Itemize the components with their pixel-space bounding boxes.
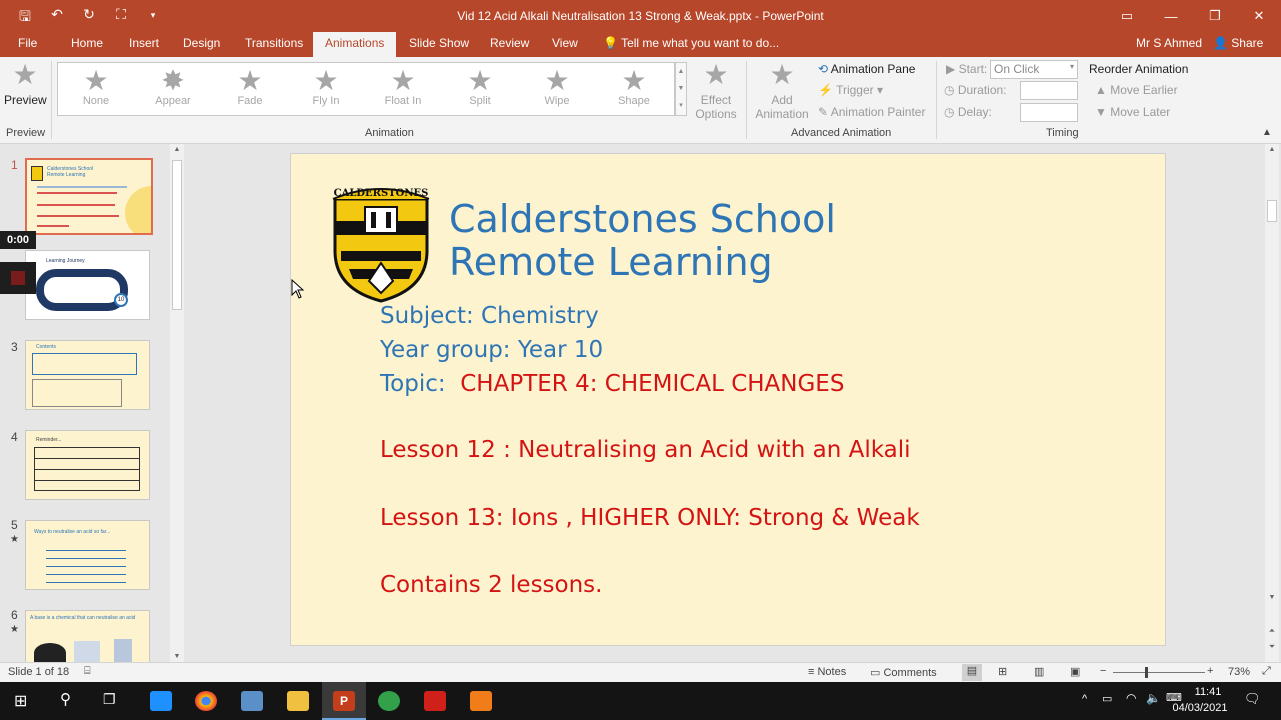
powerpoint-icon: P [333, 691, 355, 711]
thumb-arrows [46, 543, 126, 583]
ribbon-tabs [0, 32, 1281, 57]
year-group-text: Year group: Year 10 [380, 337, 604, 363]
star-icon: ★ [390, 65, 416, 96]
scroll-thumb[interactable] [1267, 200, 1277, 222]
thumb-image [34, 643, 66, 662]
notes-icon: ≡ [808, 666, 815, 678]
effect-options-button[interactable] [693, 61, 739, 121]
zoom-slider[interactable] [1113, 672, 1205, 673]
slide-thumbnail-4[interactable] [25, 430, 150, 500]
tab-home[interactable]: Home [71, 36, 104, 50]
thumb-text-line [37, 186, 127, 188]
tab-insert[interactable]: Insert [129, 36, 160, 50]
thumb-number: 6 [11, 608, 18, 622]
main-scrollbar[interactable] [1265, 144, 1279, 662]
thumb-4-title: Reminder... [36, 437, 62, 443]
zoom-in-button[interactable]: + [1207, 665, 1214, 677]
animation-pane-label: Animation Pane [830, 62, 916, 76]
minimize-button[interactable]: — [1164, 8, 1178, 24]
customize-qat-icon[interactable]: ▾ [150, 10, 156, 20]
animation-fade-label: Fade [237, 95, 263, 107]
animation-painter-button[interactable] [818, 105, 925, 119]
delay-input[interactable] [1020, 103, 1078, 122]
group-label-advanced-animation: Advanced Animation [791, 127, 892, 139]
clock-icon: ◷ [944, 105, 955, 119]
slide-canvas[interactable] [290, 153, 1166, 646]
acrobat-icon[interactable] [424, 691, 446, 711]
thumb-text-line [37, 225, 69, 227]
thumb-5-title: Ways to neutralise an acid so far... [34, 529, 111, 535]
next-slide-icon[interactable]: ⏷ [1268, 642, 1276, 651]
screen-recorder-icon[interactable] [150, 691, 172, 711]
tell-me-box[interactable] [603, 36, 779, 50]
crest-text: CALDERSTONES [333, 188, 429, 199]
journey-step: 10 [114, 293, 128, 307]
slide-title [449, 198, 836, 284]
slide-thumbnail-5[interactable] [25, 520, 150, 590]
animation-pane-icon: ⟲ [818, 62, 829, 76]
tab-view[interactable]: View [552, 36, 578, 50]
animation-star-icon: ★ [10, 624, 19, 635]
ribbon [0, 57, 1281, 144]
thumb-box [32, 353, 137, 375]
powerpoint-taskbar-item[interactable] [322, 682, 366, 720]
contains-text: Contains 2 lessons. [380, 572, 603, 598]
thumb-2-title: Learning Journey [46, 258, 85, 264]
thumb-number: 4 [11, 430, 18, 444]
undo-icon[interactable]: ↶ [51, 6, 63, 22]
clock-icon: ◷ [944, 83, 955, 97]
tell-me-text: Tell me what you want to do... [621, 36, 780, 50]
reorder-animation-label: Reorder Animation [1089, 62, 1189, 76]
mouse-pointer-icon [291, 279, 305, 299]
star-icon: ★ [544, 65, 570, 96]
start-select-value: On Click [994, 62, 1040, 76]
add-animation-label-2: Animation [755, 107, 809, 121]
thumb-1-title: Calderstones School Remote Learning [47, 166, 94, 178]
lesson-13-text: Lesson 13: Ions , HIGHER ONLY: Strong & Weak [380, 505, 920, 531]
duration-label-text: Duration: [957, 83, 1007, 97]
search-icon[interactable]: ⚲ [60, 691, 71, 708]
preview-star-icon: ★ [12, 59, 38, 90]
thumb-number: 3 [11, 340, 18, 354]
gallery-scroll[interactable]: ▲ ▼ ▾ [675, 62, 687, 116]
window-title: Vid 12 Acid Alkali Neutralisation 13 Strong & Weak.pptx - PowerPoint [457, 9, 824, 23]
tab-animations[interactable]: Animations [313, 32, 396, 57]
save-icon[interactable]: 🖫 [19, 8, 31, 24]
zoom-slider-thumb[interactable] [1145, 667, 1148, 678]
normal-view-button[interactable]: ▤ [962, 664, 982, 681]
star-icon: ★ [467, 65, 493, 96]
subject-text: Subject: Chemistry [380, 303, 599, 329]
thumb-text-line [37, 192, 117, 194]
restore-button[interactable]: ❐ [1209, 8, 1221, 23]
slideshow-button[interactable]: ▣ [1070, 666, 1081, 678]
lightbulb-icon: 💡 [603, 36, 618, 50]
previous-slide-icon[interactable]: ⏶ [1268, 626, 1276, 635]
animation-float-in-label: Float In [384, 95, 422, 107]
comments-label: Comments [883, 667, 937, 679]
zoom-level[interactable]: 73% [1228, 666, 1251, 678]
volume-icon[interactable]: 🔈 [1146, 691, 1161, 705]
slide-thumbnail-2[interactable] [25, 250, 150, 320]
preview-label: Preview [4, 93, 47, 107]
thumb-number: 1 [11, 158, 18, 172]
redo-icon[interactable]: ↻ [83, 6, 95, 22]
recorder-app-icon[interactable] [470, 691, 492, 711]
thumbnail-scrollbar[interactable] [170, 144, 184, 662]
star-icon: ★ [621, 65, 647, 96]
ks3-app-icon[interactable] [378, 691, 400, 711]
slide-counter: Slide 1 of 18 [8, 666, 70, 678]
tab-design[interactable]: Design [183, 36, 221, 50]
add-animation-icon: ★ [769, 59, 795, 90]
scroll-up-icon[interactable]: ▲ [173, 146, 181, 153]
star-icon: ✸ [161, 65, 185, 96]
start-from-beginning-icon[interactable]: ⛶ [116, 6, 126, 22]
recording-timer: 0:00 [0, 231, 36, 249]
trigger-button[interactable]: ⚡ Trigger ▾ [818, 83, 884, 97]
animation-split-label: Split [469, 95, 491, 107]
slide-thumbnail-1[interactable] [25, 158, 153, 235]
tab-slide-show[interactable]: Slide Show [409, 36, 470, 50]
separator [746, 61, 747, 139]
topic-text [380, 371, 844, 397]
notifications-icon[interactable]: 🗨 [1244, 691, 1261, 706]
move-later-button[interactable] [1095, 105, 1170, 119]
separator [51, 61, 52, 139]
crest-icon [31, 166, 43, 181]
thumb-image [114, 639, 132, 662]
brush-icon: ✎ [818, 105, 829, 119]
delay-label [944, 105, 992, 119]
star-icon: ★ [83, 65, 109, 96]
scroll-down-icon[interactable]: ▼ [1268, 594, 1276, 601]
move-later-label: Move Later [1110, 105, 1171, 119]
animation-appear[interactable] [143, 67, 203, 107]
duration-input[interactable] [1020, 81, 1078, 100]
start-select[interactable] [990, 60, 1078, 79]
ribbon-display-options-icon[interactable]: ▭ [1120, 8, 1134, 23]
thumb-image [74, 641, 100, 662]
title-bar [0, 0, 1281, 32]
delay-label-text: Delay: [957, 105, 992, 119]
animation-wipe-label: Wipe [544, 95, 570, 107]
move-earlier-button[interactable] [1095, 83, 1178, 97]
triangle-down-icon: ▼ [1095, 105, 1107, 119]
animation-fly-in-label: Fly In [312, 95, 340, 107]
slide-title-line-2: Remote Learning [449, 240, 773, 284]
stop-icon [11, 271, 25, 285]
effect-options-label-2: Options [695, 107, 737, 121]
file-explorer-icon[interactable] [287, 691, 309, 711]
animation-star-icon: ★ [10, 534, 19, 545]
animation-wipe[interactable] [527, 67, 587, 107]
star-icon: ★ [313, 65, 339, 96]
work-area [0, 144, 1281, 662]
battery-icon[interactable]: ▭ [1102, 693, 1113, 705]
group-label-preview: Preview [6, 127, 46, 139]
school-crest-logo [331, 181, 431, 303]
windows-start-icon[interactable]: ⊞ [14, 693, 28, 710]
animation-fade[interactable] [220, 67, 280, 107]
thumb-3-title: Contents [36, 344, 57, 350]
task-view-icon[interactable]: ❐ [103, 691, 116, 707]
preview-button[interactable] [4, 61, 46, 107]
tab-file[interactable]: File [18, 36, 38, 50]
animation-shape-label: Shape [618, 95, 650, 107]
reading-view-button[interactable]: ▥ [1034, 666, 1045, 678]
animation-pane-button[interactable] [818, 62, 915, 76]
collapse-ribbon-icon[interactable]: ▲ [1262, 127, 1272, 138]
notes-label: Notes [817, 666, 847, 678]
duration-label [944, 83, 1007, 97]
star-icon: ★ [237, 65, 263, 96]
slide-title-line-1: Calderstones School [449, 197, 836, 241]
comments-button[interactable] [870, 666, 937, 679]
move-earlier-label: Move Earlier [1110, 83, 1178, 97]
animation-float-in[interactable] [373, 67, 433, 107]
person-icon: 👤 [1213, 36, 1228, 50]
trigger-label: Trigger [836, 83, 874, 97]
scroll-thumb[interactable] [172, 160, 182, 310]
comment-icon: ▭ [870, 667, 881, 679]
share-label: Share [1231, 36, 1264, 50]
group-label-animation: Animation [365, 127, 414, 139]
chrome-icon[interactable] [195, 691, 217, 711]
tab-transitions[interactable]: Transitions [245, 36, 304, 50]
share-button[interactable] [1213, 36, 1263, 50]
wifi-icon[interactable]: ◠ [1126, 691, 1137, 705]
tab-review[interactable]: Review [490, 36, 530, 50]
clock-date[interactable]: 04/03/2021 [1172, 702, 1228, 714]
play-icon: ▶ [946, 62, 956, 76]
slide-thumbnail-pane [0, 144, 186, 662]
paint-icon[interactable] [241, 691, 263, 711]
thumb-text-line [37, 204, 115, 206]
lightning-icon: ⚡ [818, 83, 833, 97]
animation-none[interactable] [66, 67, 126, 107]
topic-label: Topic: [380, 371, 446, 397]
thumb-table [34, 447, 140, 491]
add-animation-label-1: Add [771, 93, 793, 107]
separator [936, 61, 937, 139]
slide-thumbnail-6[interactable] [25, 610, 150, 662]
triangle-up-icon: ▲ [1095, 83, 1107, 97]
animation-painter-label: Animation Painter [830, 105, 926, 119]
animation-gallery [57, 62, 675, 116]
slide-sorter-button[interactable]: ⊞ [998, 666, 1008, 678]
notes-button[interactable] [808, 666, 846, 678]
status-bar [0, 662, 1281, 682]
animation-fly-in[interactable] [296, 67, 356, 107]
animation-none-label: None [82, 95, 110, 107]
spellcheck-icon[interactable]: ⌸ [84, 665, 91, 677]
thumb-box [32, 379, 122, 407]
fit-slide-icon[interactable]: ⤢ [1262, 665, 1271, 677]
thumb-number: 5 [11, 518, 18, 532]
thumb-text-line [37, 215, 119, 217]
clock-time[interactable]: 11:41 [1194, 686, 1222, 698]
start-label [946, 62, 987, 76]
start-label-text: Start: [958, 62, 988, 76]
thumb-6-title: A base is a chemical that can neutralise an acid [30, 615, 136, 621]
group-label-timing: Timing [1046, 127, 1079, 139]
add-animation-button[interactable] [752, 61, 812, 121]
show-hidden-icons[interactable]: ^ [1082, 693, 1088, 705]
chevron-down-icon: ▾ [1069, 62, 1074, 71]
effect-options-icon: ★ [703, 59, 729, 90]
user-name[interactable]: Mr S Ahmed [1136, 36, 1203, 50]
close-button[interactable]: ✕ [1253, 8, 1265, 23]
cursor-highlight [125, 186, 153, 235]
windows-taskbar [0, 682, 1281, 720]
effect-options-label-1: Effect [700, 93, 732, 107]
animation-shape[interactable] [604, 67, 664, 107]
keyboard-icon[interactable]: ⌨ [1166, 692, 1182, 704]
topic-value: CHAPTER 4: CHEMICAL CHANGES [460, 371, 845, 397]
journey-road [36, 269, 128, 311]
scroll-up-icon[interactable]: ▲ [1268, 146, 1276, 153]
stop-recording-button[interactable] [0, 262, 36, 294]
animation-split[interactable] [450, 67, 510, 107]
zoom-out-button[interactable]: − [1100, 665, 1107, 677]
animation-appear-label: Appear [155, 95, 191, 107]
lesson-12-text: Lesson 12 : Neutralising an Acid with an Alkali [380, 437, 911, 463]
slide-thumbnail-3[interactable] [25, 340, 150, 410]
scroll-down-icon[interactable]: ▼ [173, 653, 181, 660]
